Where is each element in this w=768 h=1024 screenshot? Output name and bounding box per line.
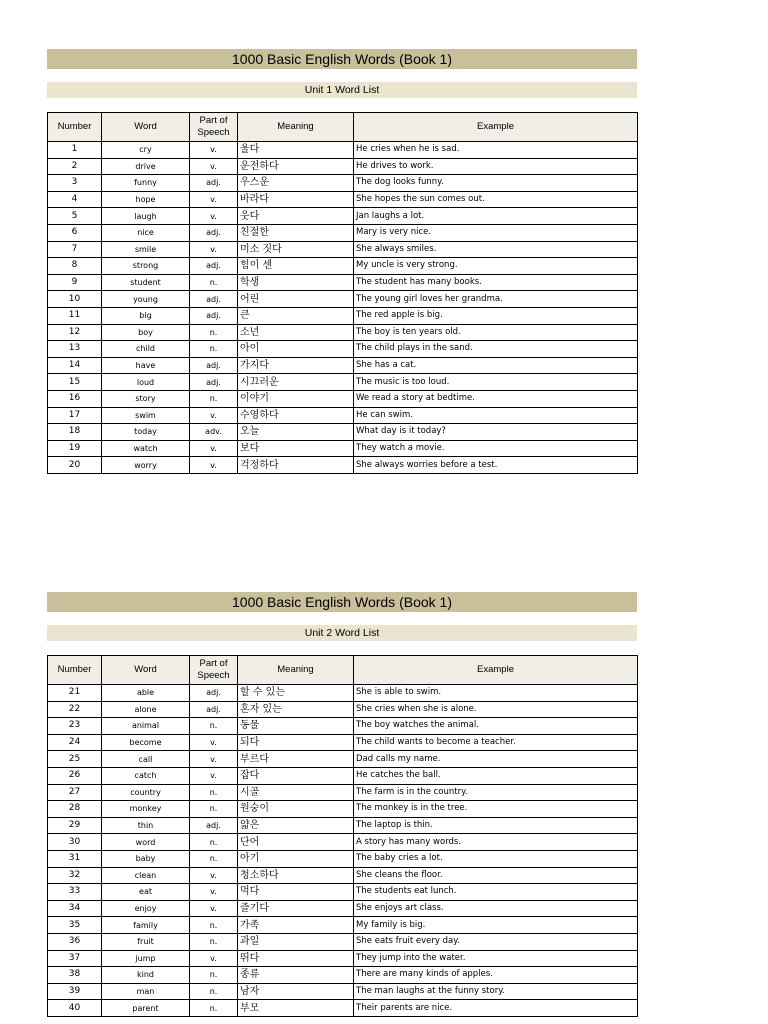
cell-meaning: 되다 bbox=[238, 734, 354, 751]
cell-meaning: 원숭이 bbox=[238, 801, 354, 818]
cell-word: clean bbox=[102, 867, 190, 884]
cell-word: kind bbox=[102, 967, 190, 984]
cell-part-of-speech: n. bbox=[190, 850, 238, 867]
table-row bbox=[48, 850, 638, 867]
table-row bbox=[48, 784, 638, 801]
cell-number: 15 bbox=[48, 374, 102, 391]
cell-meaning: 우스운 bbox=[238, 175, 354, 192]
cell-word: cry bbox=[102, 142, 190, 159]
cell-number: 16 bbox=[48, 390, 102, 407]
cell-number: 2 bbox=[48, 158, 102, 175]
cell-meaning: 미소 짓다 bbox=[238, 241, 354, 258]
cell-number: 35 bbox=[48, 917, 102, 934]
cell-word: family bbox=[102, 917, 190, 934]
cell-meaning: 소년 bbox=[238, 324, 354, 341]
cell-part-of-speech: v. bbox=[190, 867, 238, 884]
header-meaning: Meaning bbox=[238, 113, 354, 142]
cell-number: 5 bbox=[48, 208, 102, 225]
cell-meaning: 과일 bbox=[238, 933, 354, 950]
cell-part-of-speech: n. bbox=[190, 801, 238, 818]
table-header-row bbox=[48, 113, 638, 142]
table-row bbox=[48, 274, 638, 291]
table-row bbox=[48, 950, 638, 967]
unit-1-section bbox=[47, 49, 637, 474]
table-row bbox=[48, 307, 638, 324]
cell-meaning: 가지다 bbox=[238, 357, 354, 374]
cell-meaning: 잡다 bbox=[238, 767, 354, 784]
cell-number: 33 bbox=[48, 884, 102, 901]
cell-number: 12 bbox=[48, 324, 102, 341]
table-row bbox=[48, 884, 638, 901]
cell-example: My family is big. bbox=[354, 917, 638, 934]
table-row bbox=[48, 407, 638, 424]
table-row bbox=[48, 175, 638, 192]
table-row bbox=[48, 734, 638, 751]
cell-part-of-speech: adj. bbox=[190, 685, 238, 702]
header-number: Number bbox=[48, 656, 102, 685]
cell-example: The red apple is big. bbox=[354, 307, 638, 324]
cell-meaning: 큰 bbox=[238, 307, 354, 324]
cell-example: The boy is ten years old. bbox=[354, 324, 638, 341]
cell-example: He catches the ball. bbox=[354, 767, 638, 784]
cell-example: We read a story at bedtime. bbox=[354, 390, 638, 407]
cell-number: 8 bbox=[48, 258, 102, 275]
table-row bbox=[48, 291, 638, 308]
cell-part-of-speech: n. bbox=[190, 718, 238, 735]
cell-meaning: 단어 bbox=[238, 834, 354, 851]
cell-example: The child wants to become a teacher. bbox=[354, 734, 638, 751]
cell-part-of-speech: v. bbox=[190, 191, 238, 208]
cell-word: loud bbox=[102, 374, 190, 391]
cell-example: She has a cat. bbox=[354, 357, 638, 374]
cell-part-of-speech: adj. bbox=[190, 224, 238, 241]
cell-part-of-speech: v. bbox=[190, 950, 238, 967]
cell-part-of-speech: adj. bbox=[190, 374, 238, 391]
table-row bbox=[48, 751, 638, 768]
cell-meaning: 부모 bbox=[238, 1000, 354, 1017]
cell-number: 4 bbox=[48, 191, 102, 208]
cell-word: today bbox=[102, 424, 190, 441]
cell-meaning: 먹다 bbox=[238, 884, 354, 901]
cell-word: big bbox=[102, 307, 190, 324]
cell-word: catch bbox=[102, 767, 190, 784]
table-row bbox=[48, 867, 638, 884]
cell-example: He cries when he is sad. bbox=[354, 142, 638, 159]
cell-example: They jump into the water. bbox=[354, 950, 638, 967]
table-row bbox=[48, 834, 638, 851]
cell-word: monkey bbox=[102, 801, 190, 818]
cell-example: She always smiles. bbox=[354, 241, 638, 258]
table-row bbox=[48, 142, 638, 159]
cell-word: child bbox=[102, 341, 190, 358]
cell-word: baby bbox=[102, 850, 190, 867]
cell-part-of-speech: adj. bbox=[190, 357, 238, 374]
table-row bbox=[48, 424, 638, 441]
cell-number: 24 bbox=[48, 734, 102, 751]
cell-part-of-speech: n. bbox=[190, 341, 238, 358]
cell-word: jump bbox=[102, 950, 190, 967]
table-header-row bbox=[48, 656, 638, 685]
unit-2-section bbox=[47, 592, 637, 1017]
table-row bbox=[48, 701, 638, 718]
cell-word: nice bbox=[102, 224, 190, 241]
cell-word: animal bbox=[102, 718, 190, 735]
cell-meaning: 시끄러운 bbox=[238, 374, 354, 391]
cell-number: 9 bbox=[48, 274, 102, 291]
cell-word: funny bbox=[102, 175, 190, 192]
cell-example: The monkey is in the tree. bbox=[354, 801, 638, 818]
table-row bbox=[48, 241, 638, 258]
cell-part-of-speech: n. bbox=[190, 834, 238, 851]
cell-part-of-speech: n. bbox=[190, 917, 238, 934]
cell-part-of-speech: v. bbox=[190, 884, 238, 901]
table-row bbox=[48, 767, 638, 784]
cell-part-of-speech: n. bbox=[190, 967, 238, 984]
header-word: Word bbox=[102, 656, 190, 685]
cell-part-of-speech: v. bbox=[190, 208, 238, 225]
table-row bbox=[48, 933, 638, 950]
cell-part-of-speech: n. bbox=[190, 1000, 238, 1017]
cell-example: My uncle is very strong. bbox=[354, 258, 638, 275]
cell-meaning: 가족 bbox=[238, 917, 354, 934]
cell-word: man bbox=[102, 983, 190, 1000]
table-row bbox=[48, 357, 638, 374]
cell-number: 31 bbox=[48, 850, 102, 867]
cell-part-of-speech: n. bbox=[190, 784, 238, 801]
table-row bbox=[48, 685, 638, 702]
cell-example: The student has many books. bbox=[354, 274, 638, 291]
cell-example: The laptop is thin. bbox=[354, 817, 638, 834]
cell-part-of-speech: v. bbox=[190, 158, 238, 175]
cell-meaning: 바라다 bbox=[238, 191, 354, 208]
cell-number: 25 bbox=[48, 751, 102, 768]
cell-number: 40 bbox=[48, 1000, 102, 1017]
book-title: 1000 Basic English Words (Book 1) bbox=[47, 49, 637, 69]
cell-example: They watch a movie. bbox=[354, 440, 638, 457]
table-row bbox=[48, 191, 638, 208]
cell-number: 13 bbox=[48, 341, 102, 358]
cell-word: country bbox=[102, 784, 190, 801]
cell-part-of-speech: adj. bbox=[190, 817, 238, 834]
word-list-table bbox=[47, 655, 638, 1017]
cell-word: thin bbox=[102, 817, 190, 834]
cell-meaning: 어린 bbox=[238, 291, 354, 308]
cell-number: 32 bbox=[48, 867, 102, 884]
table-row bbox=[48, 224, 638, 241]
cell-number: 23 bbox=[48, 718, 102, 735]
table-row bbox=[48, 374, 638, 391]
cell-meaning: 혼자 있는 bbox=[238, 701, 354, 718]
cell-word: enjoy bbox=[102, 900, 190, 917]
cell-example: The dog looks funny. bbox=[354, 175, 638, 192]
table-row bbox=[48, 457, 638, 474]
header-example: Example bbox=[354, 656, 638, 685]
cell-example: What day is it today? bbox=[354, 424, 638, 441]
cell-word: eat bbox=[102, 884, 190, 901]
cell-number: 11 bbox=[48, 307, 102, 324]
cell-number: 10 bbox=[48, 291, 102, 308]
cell-word: story bbox=[102, 390, 190, 407]
table-row bbox=[48, 817, 638, 834]
unit-title: Unit 1 Word List bbox=[47, 82, 637, 98]
cell-example: He can swim. bbox=[354, 407, 638, 424]
table-row bbox=[48, 390, 638, 407]
header-meaning: Meaning bbox=[238, 656, 354, 685]
cell-example: She is able to swim. bbox=[354, 685, 638, 702]
cell-meaning: 즐기다 bbox=[238, 900, 354, 917]
cell-meaning: 걱정하다 bbox=[238, 457, 354, 474]
cell-example: The students eat lunch. bbox=[354, 884, 638, 901]
cell-part-of-speech: v. bbox=[190, 751, 238, 768]
header-example: Example bbox=[354, 113, 638, 142]
cell-part-of-speech: v. bbox=[190, 457, 238, 474]
cell-part-of-speech: adj. bbox=[190, 291, 238, 308]
cell-number: 6 bbox=[48, 224, 102, 241]
cell-number: 26 bbox=[48, 767, 102, 784]
cell-word: hope bbox=[102, 191, 190, 208]
cell-word: call bbox=[102, 751, 190, 768]
cell-number: 29 bbox=[48, 817, 102, 834]
unit-title: Unit 2 Word List bbox=[47, 625, 637, 641]
cell-example: She hopes the sun comes out. bbox=[354, 191, 638, 208]
cell-number: 27 bbox=[48, 784, 102, 801]
cell-number: 3 bbox=[48, 175, 102, 192]
cell-word: worry bbox=[102, 457, 190, 474]
cell-meaning: 종류 bbox=[238, 967, 354, 984]
cell-meaning: 울다 bbox=[238, 142, 354, 159]
cell-part-of-speech: n. bbox=[190, 324, 238, 341]
cell-word: word bbox=[102, 834, 190, 851]
cell-example: She always worries before a test. bbox=[354, 457, 638, 474]
cell-meaning: 수영하다 bbox=[238, 407, 354, 424]
cell-word: laugh bbox=[102, 208, 190, 225]
cell-part-of-speech: n. bbox=[190, 933, 238, 950]
cell-example: The baby cries a lot. bbox=[354, 850, 638, 867]
cell-example: He drives to work. bbox=[354, 158, 638, 175]
cell-part-of-speech: v. bbox=[190, 900, 238, 917]
cell-meaning: 친절한 bbox=[238, 224, 354, 241]
cell-meaning: 할 수 있는 bbox=[238, 685, 354, 702]
cell-number: 20 bbox=[48, 457, 102, 474]
table-row bbox=[48, 324, 638, 341]
cell-part-of-speech: adj. bbox=[190, 175, 238, 192]
cell-meaning: 운전하다 bbox=[238, 158, 354, 175]
table-row bbox=[48, 208, 638, 225]
cell-part-of-speech: adj. bbox=[190, 701, 238, 718]
cell-part-of-speech: n. bbox=[190, 983, 238, 1000]
cell-example: She eats fruit every day. bbox=[354, 933, 638, 950]
cell-part-of-speech: v. bbox=[190, 734, 238, 751]
cell-example: The young girl loves her grandma. bbox=[354, 291, 638, 308]
cell-meaning: 부르다 bbox=[238, 751, 354, 768]
cell-number: 18 bbox=[48, 424, 102, 441]
cell-word: become bbox=[102, 734, 190, 751]
table-row bbox=[48, 983, 638, 1000]
cell-meaning: 청소하다 bbox=[238, 867, 354, 884]
table-row bbox=[48, 967, 638, 984]
cell-example: Mary is very nice. bbox=[354, 224, 638, 241]
table-row bbox=[48, 258, 638, 275]
word-list-table bbox=[47, 112, 638, 474]
cell-number: 39 bbox=[48, 983, 102, 1000]
cell-word: boy bbox=[102, 324, 190, 341]
cell-example: Their parents are nice. bbox=[354, 1000, 638, 1017]
cell-example: The man laughs at the funny story. bbox=[354, 983, 638, 1000]
table-row bbox=[48, 341, 638, 358]
cell-number: 19 bbox=[48, 440, 102, 457]
cell-meaning: 시골 bbox=[238, 784, 354, 801]
cell-example: The music is too loud. bbox=[354, 374, 638, 391]
cell-number: 30 bbox=[48, 834, 102, 851]
cell-word: fruit bbox=[102, 933, 190, 950]
cell-example: The farm is in the country. bbox=[354, 784, 638, 801]
cell-word: smile bbox=[102, 241, 190, 258]
cell-meaning: 남자 bbox=[238, 983, 354, 1000]
cell-number: 17 bbox=[48, 407, 102, 424]
cell-meaning: 뛰다 bbox=[238, 950, 354, 967]
cell-word: young bbox=[102, 291, 190, 308]
cell-meaning: 오늘 bbox=[238, 424, 354, 441]
cell-meaning: 이야기 bbox=[238, 390, 354, 407]
cell-example: Dad calls my name. bbox=[354, 751, 638, 768]
book-title: 1000 Basic English Words (Book 1) bbox=[47, 592, 637, 612]
cell-number: 28 bbox=[48, 801, 102, 818]
cell-part-of-speech: adj. bbox=[190, 307, 238, 324]
cell-word: able bbox=[102, 685, 190, 702]
cell-number: 38 bbox=[48, 967, 102, 984]
cell-word: have bbox=[102, 357, 190, 374]
cell-word: alone bbox=[102, 701, 190, 718]
cell-word: swim bbox=[102, 407, 190, 424]
cell-meaning: 보다 bbox=[238, 440, 354, 457]
cell-meaning: 힘이 센 bbox=[238, 258, 354, 275]
cell-number: 21 bbox=[48, 685, 102, 702]
table-row bbox=[48, 718, 638, 735]
cell-number: 7 bbox=[48, 241, 102, 258]
cell-number: 14 bbox=[48, 357, 102, 374]
cell-word: parent bbox=[102, 1000, 190, 1017]
table-row bbox=[48, 158, 638, 175]
table-row bbox=[48, 917, 638, 934]
cell-example: Jan laughs a lot. bbox=[354, 208, 638, 225]
cell-meaning: 웃다 bbox=[238, 208, 354, 225]
cell-part-of-speech: n. bbox=[190, 390, 238, 407]
cell-example: There are many kinds of apples. bbox=[354, 967, 638, 984]
cell-example: She enjoys art class. bbox=[354, 900, 638, 917]
cell-part-of-speech: v. bbox=[190, 407, 238, 424]
cell-example: She cries when she is alone. bbox=[354, 701, 638, 718]
cell-example: The child plays in the sand. bbox=[354, 341, 638, 358]
cell-meaning: 동물 bbox=[238, 718, 354, 735]
cell-number: 36 bbox=[48, 933, 102, 950]
cell-meaning: 아이 bbox=[238, 341, 354, 358]
cell-number: 37 bbox=[48, 950, 102, 967]
cell-part-of-speech: v. bbox=[190, 767, 238, 784]
cell-part-of-speech: n. bbox=[190, 274, 238, 291]
cell-number: 22 bbox=[48, 701, 102, 718]
cell-example: She cleans the floor. bbox=[354, 867, 638, 884]
header-part-of-speech: Part of Speech bbox=[190, 113, 238, 142]
cell-part-of-speech: adv. bbox=[190, 424, 238, 441]
cell-word: student bbox=[102, 274, 190, 291]
cell-meaning: 학생 bbox=[238, 274, 354, 291]
cell-word: drive bbox=[102, 158, 190, 175]
table-row bbox=[48, 440, 638, 457]
table-row bbox=[48, 900, 638, 917]
table-row bbox=[48, 801, 638, 818]
cell-word: strong bbox=[102, 258, 190, 275]
cell-example: A story has many words. bbox=[354, 834, 638, 851]
header-part-of-speech: Part of Speech bbox=[190, 656, 238, 685]
cell-meaning: 아기 bbox=[238, 850, 354, 867]
cell-part-of-speech: v. bbox=[190, 142, 238, 159]
cell-number: 34 bbox=[48, 900, 102, 917]
cell-meaning: 얇은 bbox=[238, 817, 354, 834]
cell-part-of-speech: v. bbox=[190, 241, 238, 258]
cell-number: 1 bbox=[48, 142, 102, 159]
header-number: Number bbox=[48, 113, 102, 142]
cell-word: watch bbox=[102, 440, 190, 457]
cell-part-of-speech: adj. bbox=[190, 258, 238, 275]
cell-example: The boy watches the animal. bbox=[354, 718, 638, 735]
cell-part-of-speech: v. bbox=[190, 440, 238, 457]
table-row bbox=[48, 1000, 638, 1017]
header-word: Word bbox=[102, 113, 190, 142]
